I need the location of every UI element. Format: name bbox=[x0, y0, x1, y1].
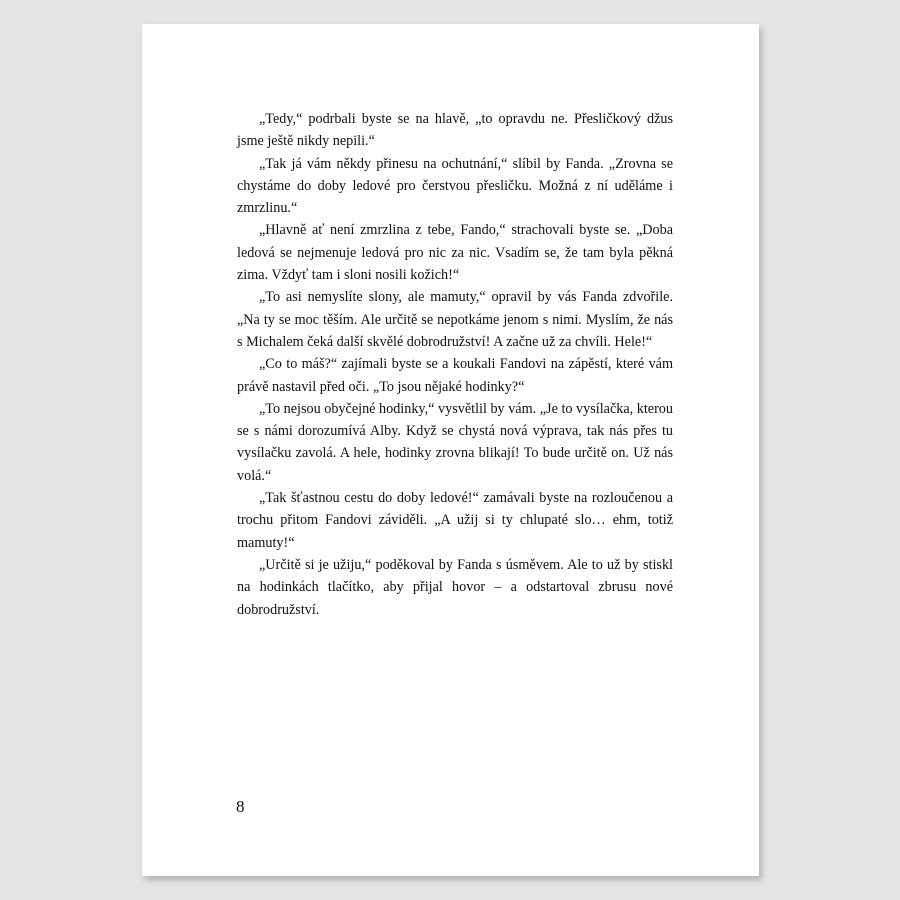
paragraph-1: „Tedy,“ podrbali byste se na hlavě, „to opravdu ne. Přesličkový džus jsme ještě nikdy nepili.“ bbox=[237, 111, 673, 150]
book-page bbox=[142, 24, 759, 876]
paragraph-3: „Hlavně ať není zmrzlina z tebe, Fando,“ strachovali byste se. „Doba ledová se nejmenuje ledová pro nic za nic. Vsadím se, že tam byla pěkná zima. Vždyť tam i sloni nosili kožich!“ bbox=[237, 222, 673, 284]
page-number: 8 bbox=[236, 797, 245, 816]
paragraph-6: „To nejsou obyčejné hodinky,“ vysvětlil by vám. „Je to vysílačka, kterou se s námi dorozumívá Alby. Když se chystá nová výprava, tak nás přes tu vysílačku zavolá. A hele, hodinky zrovna blikají! To bude určitě on. Už nás volá.“ bbox=[237, 400, 673, 484]
paragraph-2: „Tak já vám někdy přinesu na ochutnání,“ slíbil by Fanda. „Zrovna se chystáme do doby ledové pro čerstvou přesličku. Možná z ní uděláme i zmrzlinu.“ bbox=[237, 155, 673, 217]
paragraph-4: „To asi nemyslíte slony, ale mamuty,“ opravil by vás Fanda zdvořile. „Na ty se moc těším. Ale určitě se nepotkáme jenom s nimi. Myslím, že nás s Michalem čeká další skvělé dobrodružství! A začne už za chvíli. Hele!“ bbox=[237, 289, 673, 350]
paragraph-7: „Tak šťastnou cestu do doby ledové!“ zamávali byste na rozloučenou a trochu přitom Fandovi záviděli. „A užij si ty chlupaté slo… ehm, totiž mamuty!“ bbox=[237, 490, 673, 551]
paragraph-8: „Určitě si je užiju,“ poděkoval by Fanda s úsměvem. Ale to už by stiskl na hodinkách tlačítko, aby přijal hovor – a odstartoval zbrusu nové dobrodružství. bbox=[237, 556, 673, 618]
page-text bbox=[237, 108, 673, 621]
paragraph-5: „Co to máš?“ zajímali byste se a koukali Fandovi na zápěstí, které vám právě nastavil před oči. „To jsou nějaké hodinky?“ bbox=[237, 356, 673, 395]
